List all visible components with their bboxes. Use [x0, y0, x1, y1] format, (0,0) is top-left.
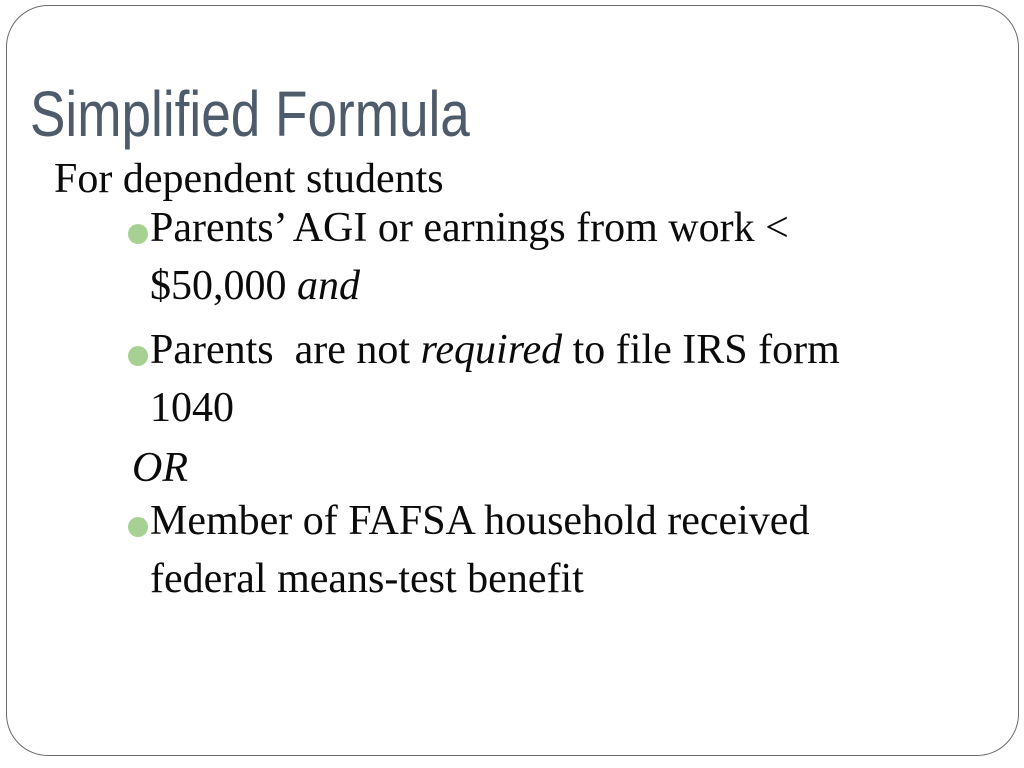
bullet-text-italic: and [297, 263, 360, 309]
bullet-parents-agi [150, 199, 920, 315]
bullet-text: Parents are not [150, 327, 421, 373]
bullet-dot-icon [128, 517, 148, 537]
bullet-text: Member of FAFSA household received federal means-test benefit [150, 498, 820, 602]
bullet-text: to file IRS form 1040 [150, 327, 851, 431]
or-label: OR [132, 445, 188, 491]
slide-title: Simplified Formula [30, 78, 470, 150]
bullet-parents-not-required [150, 321, 930, 437]
bullet-text-italic: required [420, 327, 563, 373]
bullet-dot-icon [128, 224, 148, 244]
bullet-dot-icon [128, 346, 148, 366]
subtitle-for-dependent-students: For dependent students [54, 156, 444, 202]
bullet-fafsa-household [150, 492, 930, 608]
bullet-text: Parents’ AGI or earnings from work < $50,000 [150, 205, 800, 309]
